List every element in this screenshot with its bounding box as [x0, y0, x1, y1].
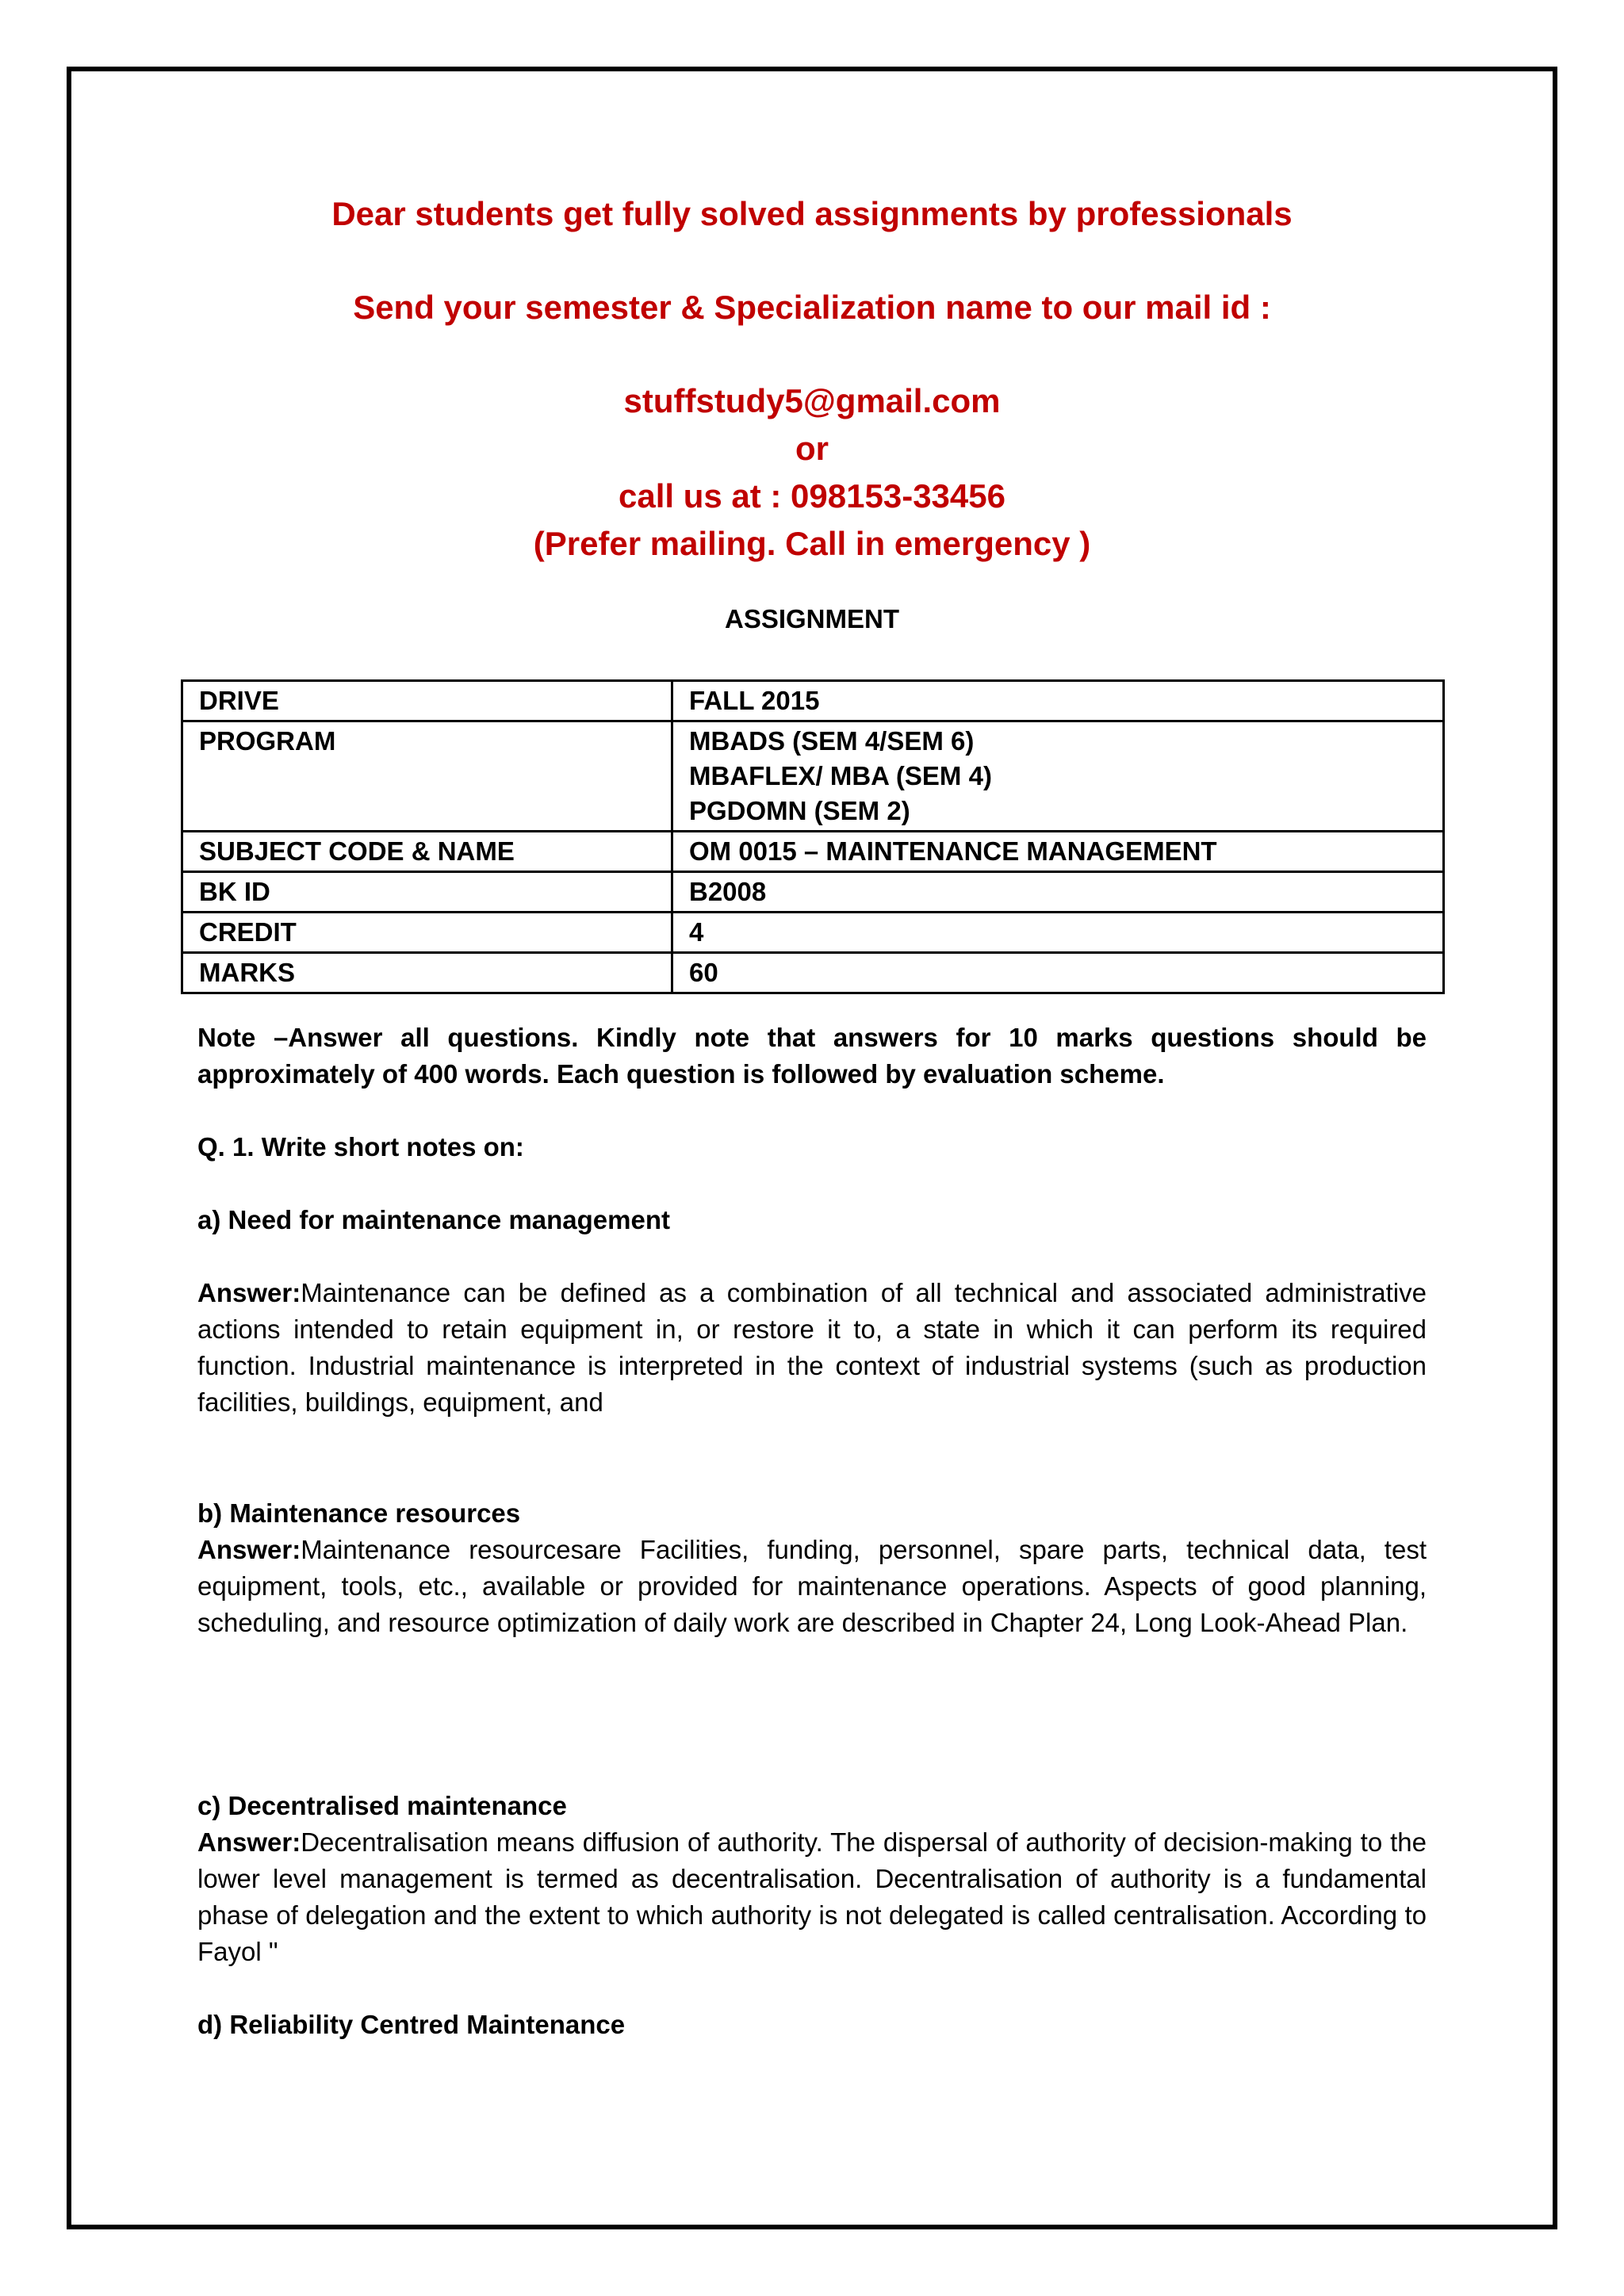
table-row [182, 721, 1444, 832]
question-c-heading: c) Decentralised maintenance [197, 1791, 567, 1820]
subject-value: OM 0015 – MAINTENANCE MANAGEMENT [672, 832, 1444, 872]
table-row [182, 872, 1444, 913]
marks-value: 60 [672, 953, 1444, 993]
program-key: PROGRAM [182, 721, 672, 832]
drive-value: FALL 2015 [672, 681, 1444, 721]
promo-email: stuffstudy5@gmail.com [623, 382, 1001, 419]
question-a-heading: a) Need for maintenance management [197, 1205, 670, 1234]
table-row [182, 832, 1444, 872]
assignment-title: ASSIGNMENT [724, 604, 899, 633]
answer-a-text: Maintenance can be defined as a combination of all technical and associated administrative actions intended to retain equipment in, or restore it to, a state in which it can perform its required function. Industrial maintenance is interpreted in the context of industrial systems (such as production facilities, buildings, equipment, and [197, 1278, 1427, 1417]
program-value-line: MBADS (SEM 4/SEM 6) [689, 726, 975, 756]
promo-phone: call us at : 098153-33456 [618, 477, 1005, 515]
promo-instruction: Send your semester & Specialization name to our mail id : [353, 289, 1271, 326]
answer-b [197, 1532, 1427, 1641]
answer-b-text: Maintenance resourcesare Facilities, funding, personnel, spare parts, technical data, test equipment, tools, etc., available or provided for maintenance operations. Aspects of good planning, scheduling, and resource optimization of daily work are described in Chapter 24, Long Look-Ahead Plan. [197, 1535, 1427, 1637]
promo-headline: Dear students get fully solved assignments by professionals [331, 195, 1293, 232]
marks-key: MARKS [182, 953, 672, 993]
answer-c [197, 1824, 1427, 1970]
answer-label: Answer: [197, 1827, 301, 1857]
table-row [182, 953, 1444, 993]
answer-label: Answer: [197, 1535, 301, 1564]
answer-c-text: Decentralisation means diffusion of authority. The dispersal of authority of decision-making to the lower level management is termed as decentralisation. Decentralisation of authority is a fundamental phase of delegation and the extent to which authority is not delegated is called centralisation. According to Fayol " [197, 1827, 1427, 1966]
bkid-key: BK ID [182, 872, 672, 913]
table-row [182, 913, 1444, 953]
answer-label: Answer: [197, 1278, 301, 1307]
assignment-info-table [181, 679, 1445, 994]
question-1-heading: Q. 1. Write short notes on: [197, 1132, 524, 1161]
program-value-line: PGDOMN (SEM 2) [689, 796, 910, 825]
promo-prefer-mailing: (Prefer mailing. Call in emergency ) [533, 525, 1091, 562]
note-paragraph: Note –Answer all questions. Kindly note that answers for 10 marks questions should be approximately of 400 words. Each question is followed by evaluation scheme. [197, 1023, 1427, 1089]
drive-key: DRIVE [182, 681, 672, 721]
program-value [672, 721, 1444, 832]
table-row [182, 681, 1444, 721]
question-b-heading: b) Maintenance resources [197, 1498, 521, 1528]
question-d-heading: d) Reliability Centred Maintenance [197, 2010, 626, 2039]
credit-key: CREDIT [182, 913, 672, 953]
bkid-value: B2008 [672, 872, 1444, 913]
program-value-line: MBAFLEX/ MBA (SEM 4) [689, 761, 992, 790]
credit-value: 4 [672, 913, 1444, 953]
subject-key: SUBJECT CODE & NAME [182, 832, 672, 872]
promo-or: or [795, 430, 829, 467]
answer-a [197, 1275, 1427, 1421]
